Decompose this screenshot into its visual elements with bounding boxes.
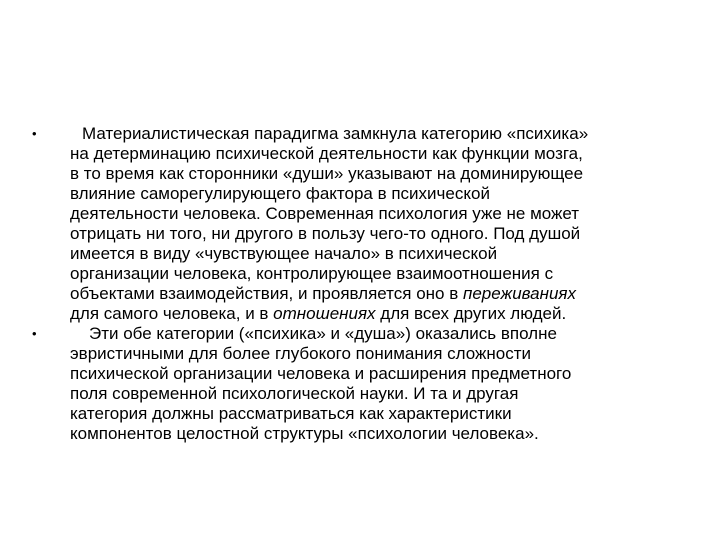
paragraph-2-line-4: поля современной психологической науки. И та и другая (70, 384, 519, 403)
bullet-item-1 (32, 124, 692, 324)
bullet-item-2 (32, 324, 692, 444)
paragraph-1-line-9-text: объектами взаимодействия, и проявляется оно в (70, 284, 463, 303)
paragraph-1-line-1: Материалистическая парадигма замкнула категорию «психика» (82, 124, 589, 143)
emphasis-perezhivaniyah: переживаниях (462, 284, 577, 303)
paragraph-2-line-2: эвристичными для более глубокого понимания сложности (70, 344, 532, 363)
paragraph-1-line-10 (70, 304, 692, 324)
bullet-icon: • (32, 126, 37, 141)
paragraph-1-line-9 (70, 284, 692, 304)
paragraph-2-line-3: психической организации человека и расширения предметного (70, 364, 572, 383)
paragraph-2-line-1: Эти обе категории («психика» и «душа») оказались вполне (89, 324, 557, 343)
paragraph-1-line-5: деятельности человека. Современная психология уже не может (70, 204, 580, 223)
paragraph-1 (70, 124, 692, 324)
bullet-list (32, 124, 692, 444)
paragraph-2-line-6: компонентов целостной структуры «психологии человека». (70, 424, 539, 443)
paragraph-1-line-10-text-c: для всех других людей. (375, 304, 567, 323)
paragraph-1-line-7: имеется в виду «чувствующее начало» в психической (70, 244, 498, 263)
paragraph-1-line-4: влияние саморегулирующего фактора в психической (70, 184, 490, 203)
paragraph-1-line-8: организации человека, контролирующее взаимоотношения с (70, 264, 554, 283)
paragraph-2 (70, 324, 692, 444)
emphasis-otnosheniyah: отношениях (273, 304, 376, 323)
paragraph-1-line-10-text-a: для самого человека, и в (70, 304, 274, 323)
paragraph-1-line-2: на детерминацию психической деятельности как функции мозга, (70, 144, 583, 163)
paragraph-1-line-3: в то время как сторонники «души» указывают на доминирующее (70, 164, 584, 183)
paragraph-2-line-5: категория должны рассматриваться как характеристики (70, 404, 512, 423)
bullet-icon: • (32, 326, 37, 341)
paragraph-1-line-6: отрицать ни того, ни другого в пользу чего-то одного. Под душой (70, 224, 581, 243)
